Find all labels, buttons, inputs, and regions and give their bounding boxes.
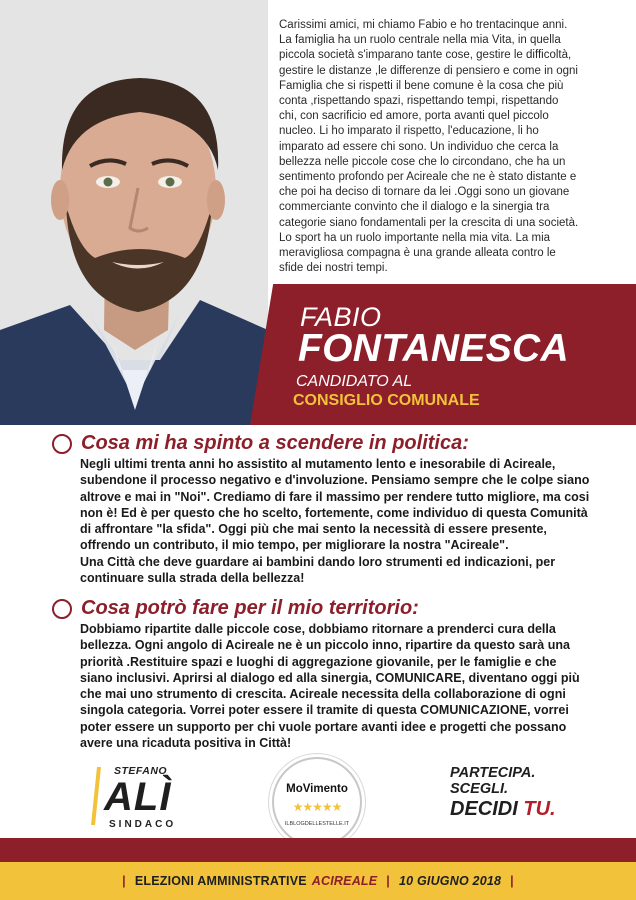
candidate-role-line1: CANDIDATO AL — [296, 373, 413, 390]
footer-label: ELEZIONI AMMINISTRATIVE — [134, 874, 307, 888]
section-line: bellezza. Ogni angolo di Acireale ne è un piccolo inno, ripartire da questo sarà una — [80, 638, 570, 653]
section-line: siano inclusivi. Aprirsi al dialogo ed alla sinergia, COMUNICARE, diventano oggi più — [80, 670, 580, 685]
footer-separator: | — [122, 874, 126, 888]
section-line: offrendo un contributo, il mio tempo, per migliorare la nostra "Acireale". — [80, 538, 509, 553]
section-heading — [52, 597, 612, 620]
section-line: Negli ultimi trenta anni ho assistito al mutamento lento e inesorabile di Acireale, — [80, 457, 556, 471]
intro-line: che poi ha deciso di tornare da lei .Oggi sono un giovane — [279, 186, 570, 199]
ali-logo-bottom: SINDACO — [109, 819, 177, 830]
candidate-portrait-illustration — [0, 0, 268, 425]
slogan-line1: PARTECIPA. — [450, 765, 536, 781]
intro-line: Carissimi amici, mi chiamo Fabio e ho trentacinque anni. — [279, 19, 568, 31]
yellow-slash-icon — [91, 767, 101, 825]
ali-sindaco-logo — [91, 765, 181, 835]
ali-logo-top: STEFANO — [114, 765, 168, 777]
footer-separator: | — [510, 874, 514, 888]
slogan-decidi: DECIDI — [450, 798, 518, 820]
intro-line: sfide dei nostri tempi. — [279, 262, 388, 275]
candidate-photo — [0, 0, 268, 425]
intro-line: categorie siano fondamentali per la crescita di una società. — [279, 216, 579, 229]
ali-logo-name: ALÌ — [104, 775, 172, 819]
intro-line: meravigliosa compagna è una grande alleata contro le — [279, 247, 556, 260]
m5s-logo-name: MoVimento — [286, 783, 348, 795]
section-heading — [52, 432, 612, 455]
intro-line: conta ,rispettando spazi, rispettando tempi, rispettando — [279, 95, 559, 108]
intro-line: chi, con sacrificio ed amore, porta avanti quel piccolo — [279, 110, 549, 123]
intro-line: Famiglia che si rispetti il bene comune è la cosa che più — [279, 79, 564, 92]
intro-line: imparato ad essere chi sono. Un individuo che cerca la — [279, 140, 559, 153]
section-line: continuare sulla strada della bellezza! — [80, 571, 305, 586]
intro-line: bellezza nelle piccole cose che lo circondano, che ha un — [279, 155, 566, 168]
intro-line: La famiglia ha un ruolo centrale nella mia Vita, in quella — [279, 34, 561, 47]
section-line: subendone il processo negativo e d'involuzione. Pensiamo sempre che le colpe siano — [80, 473, 590, 488]
section-line: Una Città che deve guardare ai bambini dando loro strumenti ed indicazioni, per — [80, 554, 556, 569]
slogan — [450, 765, 590, 821]
footer-election-band — [0, 862, 636, 900]
circle-bullet-icon — [52, 434, 72, 454]
m5s-logo-site: ILBLOGDELLESTELLE.IT — [284, 821, 350, 827]
footer-separator: | — [386, 874, 390, 888]
section-line: che mai uno strumento di crescita. Acireale necessita della collaborazione di ogni — [80, 687, 566, 702]
intro-text — [279, 18, 624, 276]
intro-line: sentimento profondo per Acireale che ne è stato distante e — [279, 171, 577, 184]
section-title: Cosa mi ha spinto a scendere in politica: — [81, 432, 469, 454]
section-line: singola categoria. Vorrei poter essere il tramite di questa COMUNICAZIONE, vorrei — [80, 703, 569, 718]
candidate-role-line2: CONSIGLIO COMUNALE — [293, 392, 480, 409]
section-line: di affrontare "la sfida". Oggi più che mai sento la necessità di essere presente, — [80, 522, 547, 537]
section-line: poter essere un supporto per chi vuole portare avanti idee e progetti che possano — [80, 719, 567, 734]
circle-bullet-icon — [52, 599, 72, 619]
intro-line: nucleo. Li ho imparato il rispetto, l'educazione, li ho — [279, 125, 539, 138]
section-line: altrove e mai in "Noi". Crediamo di fare il massimo per rendere tutto migliore, ma cosi — [80, 489, 590, 504]
five-stars-icon: ★★★★★ — [292, 800, 342, 814]
section-motivation — [52, 432, 612, 586]
candidate-first-name: FABIO — [300, 302, 382, 332]
movimento-5-stelle-logo — [272, 757, 362, 847]
footer-red-band — [0, 838, 636, 862]
footer-date: 10 GIUGNO 2018 — [399, 874, 502, 888]
slogan-line2: SCEGLI. — [450, 781, 509, 797]
section-line: priorità .Restituire spazi e luoghi di aggregazione giovanile, per le famiglie e che — [80, 654, 557, 669]
section-line: Dobbiamo ripartite dalle piccole cose, dobbiamo ritornare a prenderci cura della — [80, 622, 556, 636]
section-plans — [52, 597, 612, 751]
footer-city: ACIREALE — [311, 874, 378, 888]
slogan-tu: TU. — [523, 798, 556, 820]
candidate-last-name: FONTANESCA — [298, 327, 569, 370]
section-body — [80, 456, 612, 586]
intro-line: commerciante convinto che il dialogo e la sinergia tra — [279, 201, 550, 214]
section-title: Cosa potrò fare per il mio territorio: — [81, 597, 419, 619]
slogan-line3 — [450, 797, 590, 821]
intro-line: Lo sport ha un ruolo importante nella mia vita. La mia — [279, 231, 551, 244]
section-body — [80, 621, 612, 751]
section-line: avere una ricaduta positiva in Città! — [80, 736, 292, 751]
section-line: non è! Ed è per questo che ho scelto, fortemente, come individuo di questa Comunità — [80, 505, 588, 520]
intro-line: piccola società s'imparano tante cose, gestire le difficoltà, — [279, 49, 572, 62]
intro-line: gestire le distanze ,le differenze di pensiero e come in ogni — [279, 64, 578, 77]
